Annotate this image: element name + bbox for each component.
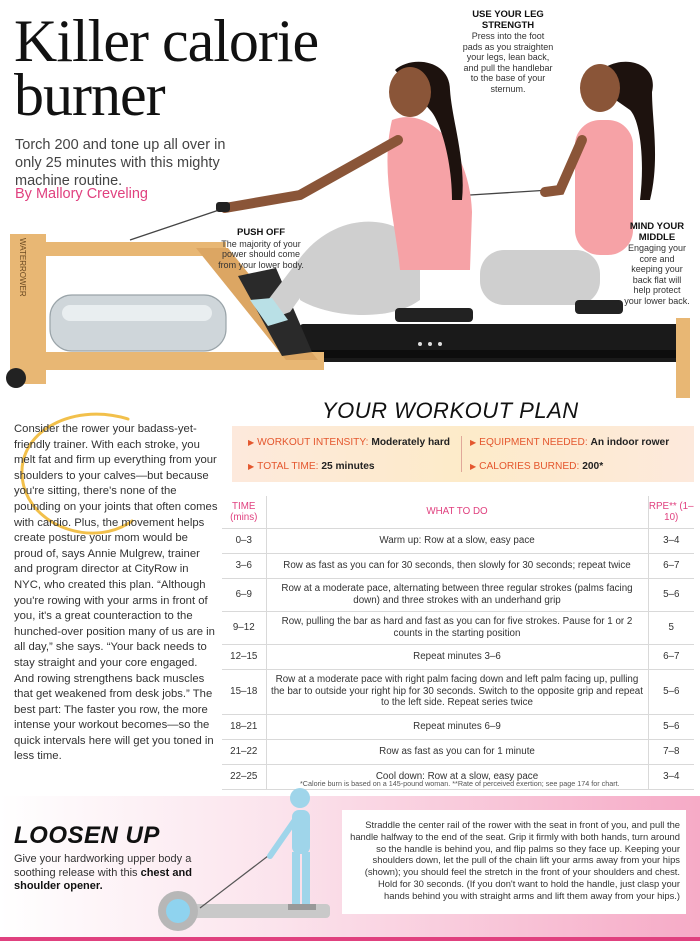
- plan-total-time: ▶ TOTAL TIME: 25 minutes: [248, 461, 375, 472]
- what-cell: Row as fast as you can for 1 minute: [266, 739, 648, 764]
- loosen-up-title: LOOSEN UP: [14, 822, 160, 849]
- plan-intensity: ▶ WORKOUT INTENSITY: Moderately hard: [248, 437, 451, 448]
- time-value: 25 minutes: [321, 461, 375, 472]
- rpe-cell: 3–4: [648, 764, 694, 789]
- divider: [461, 436, 462, 472]
- byline: By Mallory Creveling: [15, 186, 148, 202]
- rpe-cell: 7–8: [648, 739, 694, 764]
- time-cell: 9–12: [222, 611, 266, 644]
- equipment-label: EQUIPMENT NEEDED:: [479, 437, 588, 448]
- time-label: TOTAL TIME:: [257, 461, 319, 472]
- what-cell: Repeat minutes 6–9: [266, 714, 648, 739]
- table-row: [222, 644, 694, 669]
- time-cell: 15–18: [222, 669, 266, 714]
- table-row: [222, 739, 694, 764]
- time-cell: 12–15: [222, 644, 266, 669]
- rpe-cell: 6–7: [648, 644, 694, 669]
- what-cell: Cool down: Row at a slow, easy pace: [266, 764, 648, 789]
- time-cell: 18–21: [222, 714, 266, 739]
- plan-calories: ▶ CALORIES BURNED: 200*: [470, 461, 604, 472]
- workout-table: [222, 496, 694, 790]
- column-header-time: TIME (mins): [222, 496, 266, 528]
- rower-brand-label: WATERROWER: [18, 238, 27, 297]
- calories-label: CALORIES BURNED:: [479, 461, 580, 472]
- equipment-value: An indoor rower: [590, 437, 670, 448]
- what-cell: Repeat minutes 3–6: [266, 644, 648, 669]
- rpe-cell: 6–7: [648, 553, 694, 578]
- loosen-up-instructions: Straddle the center rail of the rower with the seat in front of you, and pull the handle halfway to the end of the seat. Grip it firmly with both hands, turn around so the handle is behind you, and flip palms so they face up. Keeping your shoulders down, let the pull of the chain lift your arms away from your hips (shown); you should feel the stretch in the front of your shoulders and chest. Hold for 30 seconds. (If you don't want to hold the handle, just clasp your hands behind you with straight arms and lift them away from your hips.): [350, 819, 680, 901]
- loosen-up-intro: [14, 853, 209, 894]
- callout-title: USE YOUR LEG STRENGTH: [472, 9, 544, 31]
- time-cell: 3–6: [222, 553, 266, 578]
- intensity-value: Moderately hard: [371, 437, 451, 448]
- column-header-rpe: RPE** (1–10): [648, 496, 694, 528]
- bottom-rule: [0, 937, 700, 941]
- rpe-cell: 3–4: [648, 528, 694, 553]
- time-cell: 21–22: [222, 739, 266, 764]
- loosen-intro-bold: chest and shoulder opener.: [14, 866, 192, 892]
- table-row: [222, 714, 694, 739]
- time-cell: 22–25: [222, 764, 266, 789]
- what-cell: Row at a moderate pace with right palm facing down and left palm facing up, pulling the bar to outside your right hip for 30 seconds. Switch to the opposite grip and repeat to the left side. Repeat series twice: [266, 669, 648, 714]
- rpe-cell: 5–6: [648, 714, 694, 739]
- page-subtitle: Torch 200 and tone up all over in only 25 minutes with this mighty machine routine.: [15, 137, 226, 189]
- rpe-cell: 5–6: [648, 578, 694, 611]
- page-title: Killer calorie burner: [14, 8, 319, 128]
- table-row: [222, 528, 694, 553]
- column-header-what: WHAT TO DO: [266, 496, 648, 528]
- callout-title: MIND YOUR MIDDLE: [629, 221, 685, 243]
- callout-title: PUSH OFF: [236, 227, 286, 238]
- rpe-cell: 5–6: [648, 669, 694, 714]
- rpe-cell: 5: [648, 611, 694, 644]
- callout-text: Press into the foot pads as you straighten your legs, lean back, and pull the handlebar to the base of your sternum.: [462, 31, 554, 94]
- loosen-intro-text: Give your hardworking upper body a soothing release with this: [14, 853, 192, 879]
- intensity-label: WORKOUT INTENSITY:: [257, 437, 369, 448]
- callout-text: The majority of your power should come from your lower body.: [218, 238, 304, 270]
- table-footnote: *Calorie burn is based on a 145-pound woman. **Rate of perceived exertion; see page 174 for chart.: [300, 779, 620, 788]
- callout-text: Engaging your core and keeping your back flat will help protect your lower back.: [624, 243, 690, 306]
- plan-title: YOUR WORKOUT PLAN: [322, 398, 579, 423]
- table-row: [222, 578, 694, 611]
- article-body: Consider the rower your badass-yet-friendly trainer. With each stroke, you melt fat and firm up everything from your shoulders to your calves—but because you're sitting, there's none of the pounding on your joints that often comes with cardio. Plus, the movement helps create posture your mom would be proud of, says Annie Mulgrew, trainer and program director at CityRow in NYC, who created this plan. “Although you're rowing with your arms in front of you, it's a great counteraction to the hunched-over position many of us are in all day,” she says. “Your back needs to stay straight and your core engaged. And rowing strengthens back muscles that get weakened from desk jobs.” The best part: The faster you row, the more intense your workout becomes—so the quick intervals here will get you toned in less time.: [14, 423, 218, 763]
- what-cell: Row as fast as you can for 30 seconds, then slowly for 30 seconds; repeat twice: [266, 553, 648, 578]
- what-cell: Row at a moderate pace, alternating between three regular strokes (palms facing down) and three strokes with an underhand grip: [266, 578, 648, 611]
- calories-value: 200*: [582, 461, 604, 472]
- callout-push-off: [218, 228, 304, 270]
- what-cell: Row, pulling the bar as hard and fast as you can for five strokes. Pause for 1 or 2 counts in the starting position: [266, 611, 648, 644]
- plan-summary: [232, 426, 694, 482]
- table-row: [222, 553, 694, 578]
- table-row: [222, 669, 694, 714]
- what-cell: Warm up: Row at a slow, easy pace: [266, 528, 648, 553]
- time-cell: 6–9: [222, 578, 266, 611]
- time-cell: 0–3: [222, 528, 266, 553]
- callout-leg-strength: [462, 10, 554, 94]
- table-row: [222, 611, 694, 644]
- plan-equipment: ▶ EQUIPMENT NEEDED: An indoor rower: [470, 437, 670, 448]
- callout-mind-middle: [624, 222, 690, 306]
